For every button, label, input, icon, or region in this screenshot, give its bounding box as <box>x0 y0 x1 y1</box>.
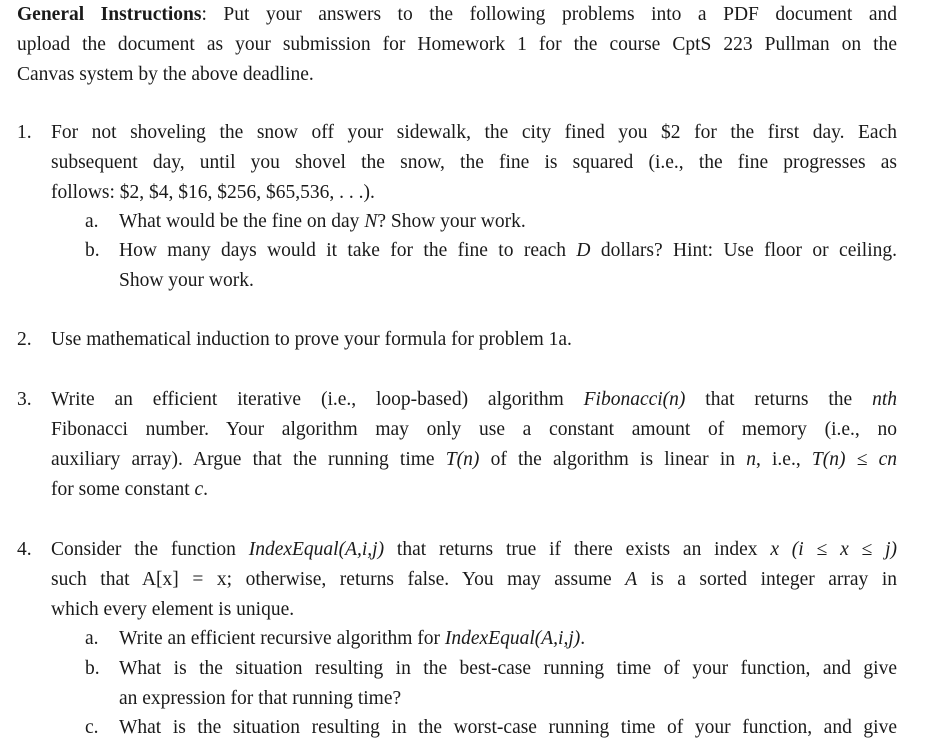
problem-3-number: 3. <box>17 389 32 410</box>
problem-1b-letter: b. <box>85 240 100 261</box>
problem-4b-line-2: an expression for that running time? <box>119 688 402 709</box>
problem-3-l3-ie: , i.e., <box>755 449 812 470</box>
problem-4-number: 4. <box>17 539 32 560</box>
problem-3-l3-mid: of the algorithm is linear in <box>479 449 747 470</box>
general-instructions-line-1 <box>17 0 897 30</box>
problem-4-l2-pre: such that A[x] = x; otherwise, returns false. You may assume <box>51 569 626 590</box>
problem-4-line-2 <box>51 565 897 595</box>
problem-3-line-1 <box>51 385 897 415</box>
problem-4a-letter: a. <box>85 628 99 649</box>
problem-4b-line-1: What is the situation resulting in the best-case running time of your function, and give <box>119 658 897 679</box>
problem-3-line-4 <box>51 475 208 505</box>
problem-2-line-1: Use mathematical induction to prove your formula for problem 1a. <box>51 329 572 350</box>
problem-4-l2-post: is a sorted integer array in <box>637 569 898 590</box>
problem-4-l2-a: A <box>625 569 638 590</box>
problem-3-l3-n: n <box>746 449 756 470</box>
problem-4a-post: . <box>580 628 586 649</box>
problem-4-line-3: which every element is unique. <box>51 599 295 620</box>
problem-1-number: 1. <box>17 122 32 143</box>
problem-4-function: IndexEqual(A,i,j) <box>248 539 385 560</box>
problem-4c-letter: c. <box>85 717 99 738</box>
general-instructions-heading: General Instructions <box>17 4 202 25</box>
problem-3-line-3 <box>51 445 897 475</box>
problem-4-l1-cond: (i ≤ x ≤ j) <box>778 539 898 560</box>
general-instructions-text: : Put your answers to the following problems into a PDF document and <box>201 4 897 25</box>
problem-4b-letter: b. <box>85 658 100 679</box>
problem-3-l1-mid: that returns the <box>685 389 873 410</box>
problem-3-l4-pre: for some constant <box>51 479 195 500</box>
problem-1-line-2: subsequent day, until you shovel the snow, the fine is squared (i.e., the fine progresses as <box>51 152 897 173</box>
problem-3-l3-t2: T(n) <box>811 449 846 470</box>
general-instructions-line-2: upload the document as your submission for Homework 1 for the course CptS 223 Pullman on the <box>17 34 897 55</box>
problem-1b-line-2: Show your work. <box>119 270 254 291</box>
problem-3-nth: nth <box>872 389 897 410</box>
problem-2-number: 2. <box>17 329 32 350</box>
problem-1a-var: N <box>364 211 378 232</box>
problem-4-line-1 <box>51 535 897 565</box>
problem-1b-post: dollars? Hint: Use floor or ceiling. <box>590 240 897 261</box>
problem-1b-var: D <box>576 240 591 261</box>
problem-3-line-2: Fibonacci number. Your algorithm may only use a constant amount of memory (i.e., no <box>51 419 897 440</box>
problem-1b-pre: How many days would it take for the fine to reach <box>119 240 577 261</box>
problem-4a-text <box>119 624 585 654</box>
problem-4c-line-1: What is the situation resulting in the worst-case running time of your function, and give <box>119 717 897 738</box>
problem-3-function: Fibonacci(n) <box>583 389 686 410</box>
general-instructions-line-3: Canvas system by the above deadline. <box>17 64 314 85</box>
problem-4-l1-x: x <box>770 539 779 560</box>
problem-1a-pre: What would be the fine on day <box>119 211 365 232</box>
problem-1a-post: ? Show your work. <box>377 211 526 232</box>
problem-3-l3-t: T(n) <box>445 449 480 470</box>
problem-1-line-1: For not shoveling the snow off your sidewalk, the city fined you $2 for the first day. Each <box>51 122 897 143</box>
problem-3-l3-cn: cn <box>878 449 897 470</box>
problem-4-l1-mid: that returns true if there exists an index <box>384 539 771 560</box>
problem-3-l3-le: ≤ <box>845 449 879 470</box>
problem-1a-text <box>119 207 526 237</box>
problem-3-l4-c: c <box>194 479 204 500</box>
problem-1b-line-1 <box>119 236 897 266</box>
problem-3-l4-post: . <box>203 479 209 500</box>
problem-1a-letter: a. <box>85 211 99 232</box>
problem-3-l3-pre: auxiliary array). Argue that the running time <box>51 449 446 470</box>
problem-3-l1-pre: Write an efficient iterative (i.e., loop-based) algorithm <box>51 389 584 410</box>
problem-4a-function: IndexEqual(A,i,j) <box>444 628 581 649</box>
problem-4a-pre: Write an efficient recursive algorithm for <box>119 628 445 649</box>
problem-1-line-3: follows: $2, $4, $16, $256, $65,536, . . .). <box>51 182 375 203</box>
problem-4-l1-pre: Consider the function <box>51 539 249 560</box>
